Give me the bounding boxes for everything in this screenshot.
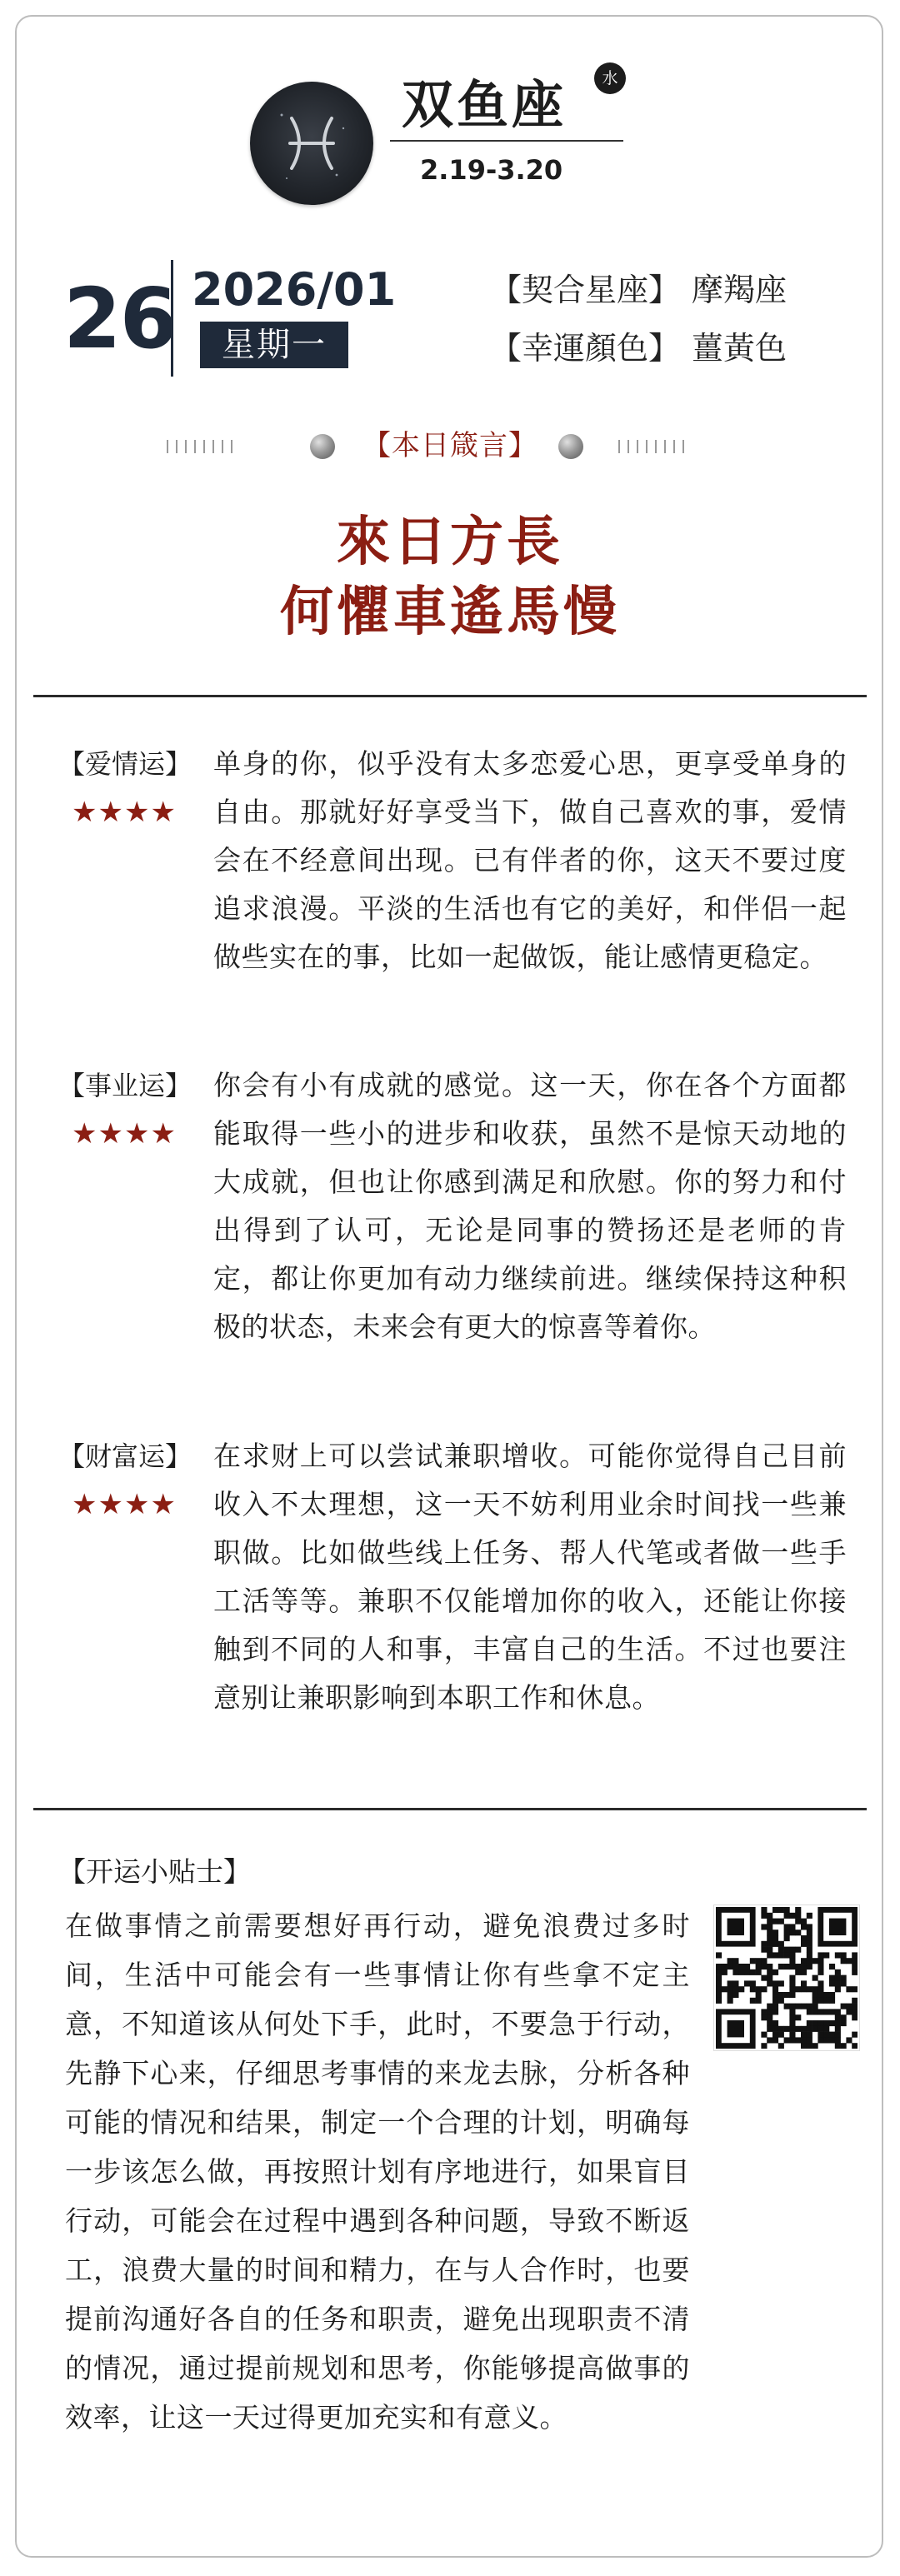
right-sphere-icon bbox=[558, 434, 583, 459]
career-rating-stars: ★★★★ bbox=[72, 1117, 177, 1151]
element-badge: 水 bbox=[594, 62, 626, 94]
lucky-color-value: 薑黃色 bbox=[692, 330, 788, 367]
left-sphere-icon bbox=[310, 434, 335, 459]
left-dash-ornament bbox=[167, 440, 233, 453]
date-divider bbox=[171, 260, 173, 377]
love-label: 【爱情运】 bbox=[58, 748, 192, 780]
section-divider bbox=[33, 1808, 867, 1810]
compatible-sign-value: 摩羯座 bbox=[692, 272, 788, 308]
sign-name: 双鱼座 bbox=[402, 74, 568, 135]
section-divider bbox=[33, 695, 867, 697]
wealth-label: 【财富运】 bbox=[58, 1440, 192, 1472]
lucky-color-label: 【幸運顏色】 bbox=[490, 330, 681, 367]
tips-text: 在做事情之前需要想好再行动，避免浪费过多时间，生活中可能会有一些事情让你有些拿不定主意，不知道该从何处下手，此时，不要急于行动，先静下心来，仔细思考事情的来龙去脉，分析各种可能的情况和结果，制定一个合理的计划，明确每一步该怎么做，再按照计划有序地进行，如果盲目行动，可能会在过程中遇到各种问题，导致不断返工，浪费大量的时间和精力，在与人合作时，也要提前沟通好各自的任务和职责，避免出现职责不清的情况，通过提前规划和思考，你能够提高做事的效率，让这一天过得更加充实和有意义。 bbox=[65, 1910, 690, 2434]
name-underline bbox=[390, 140, 623, 142]
quote-heading: 【本日箴言】 bbox=[362, 429, 538, 462]
compatible-sign-row bbox=[490, 268, 787, 312]
qr-code-icon[interactable] bbox=[713, 1905, 860, 2051]
pisces-icon bbox=[250, 82, 373, 205]
love-rating-stars: ★★★★ bbox=[72, 796, 177, 829]
year-month: 2026/01 bbox=[192, 263, 397, 316]
tips-title: 【开运小贴士】 bbox=[58, 1855, 251, 1888]
quote-line-1: 來日方長 bbox=[337, 511, 563, 573]
love-text: 单身的你，似乎没有太多恋爱心思，更享受单身的自由。那就好好享受当下，做自己喜欢的事，爱情会在不经意间出现。已有伴者的你，这天不要过度追求浪漫。平淡的生活也有它的美好，和伴侣一起做些实在的事，比如一起做饭，能让感情更稳定。 bbox=[213, 747, 847, 973]
lucky-color-row bbox=[490, 327, 787, 370]
wealth-text: 在求财上可以尝试兼职增收。可能你觉得自己目前收入不太理想，这一天不妨利用业余时间找一些兼职做。比如做些线上任务、帮人代笔或者做一些手工活等等。兼职不仅能增加你的收入，还能让你接触到不同的人和事，丰富自己的生活。不过也要注意别让兼职影响到本职工作和休息。 bbox=[213, 1440, 847, 1714]
wealth-rating-stars: ★★★★ bbox=[72, 1488, 177, 1521]
day-number: 26 bbox=[63, 270, 177, 367]
sign-date-range: 2.19-3.20 bbox=[420, 154, 563, 186]
weekday-badge: 星期一 bbox=[200, 322, 348, 368]
career-text: 你会有小有成就的感觉。这一天，你在各个方面都能取得一些小的进步和收获，虽然不是惊天动地的大成就，但也让你感到满足和欣慰。你的努力和付出得到了认可，无论是同事的赞扬还是老师的肯定，都让你更加有动力继续前进。继续保持这种积极的状态，未来会有更大的惊喜等着你。 bbox=[213, 1069, 847, 1343]
career-label: 【事业运】 bbox=[58, 1070, 192, 1101]
compatible-sign-label: 【契合星座】 bbox=[490, 272, 681, 308]
right-dash-ornament bbox=[618, 440, 685, 453]
quote-line-2: 何懼車遙馬慢 bbox=[280, 581, 620, 643]
